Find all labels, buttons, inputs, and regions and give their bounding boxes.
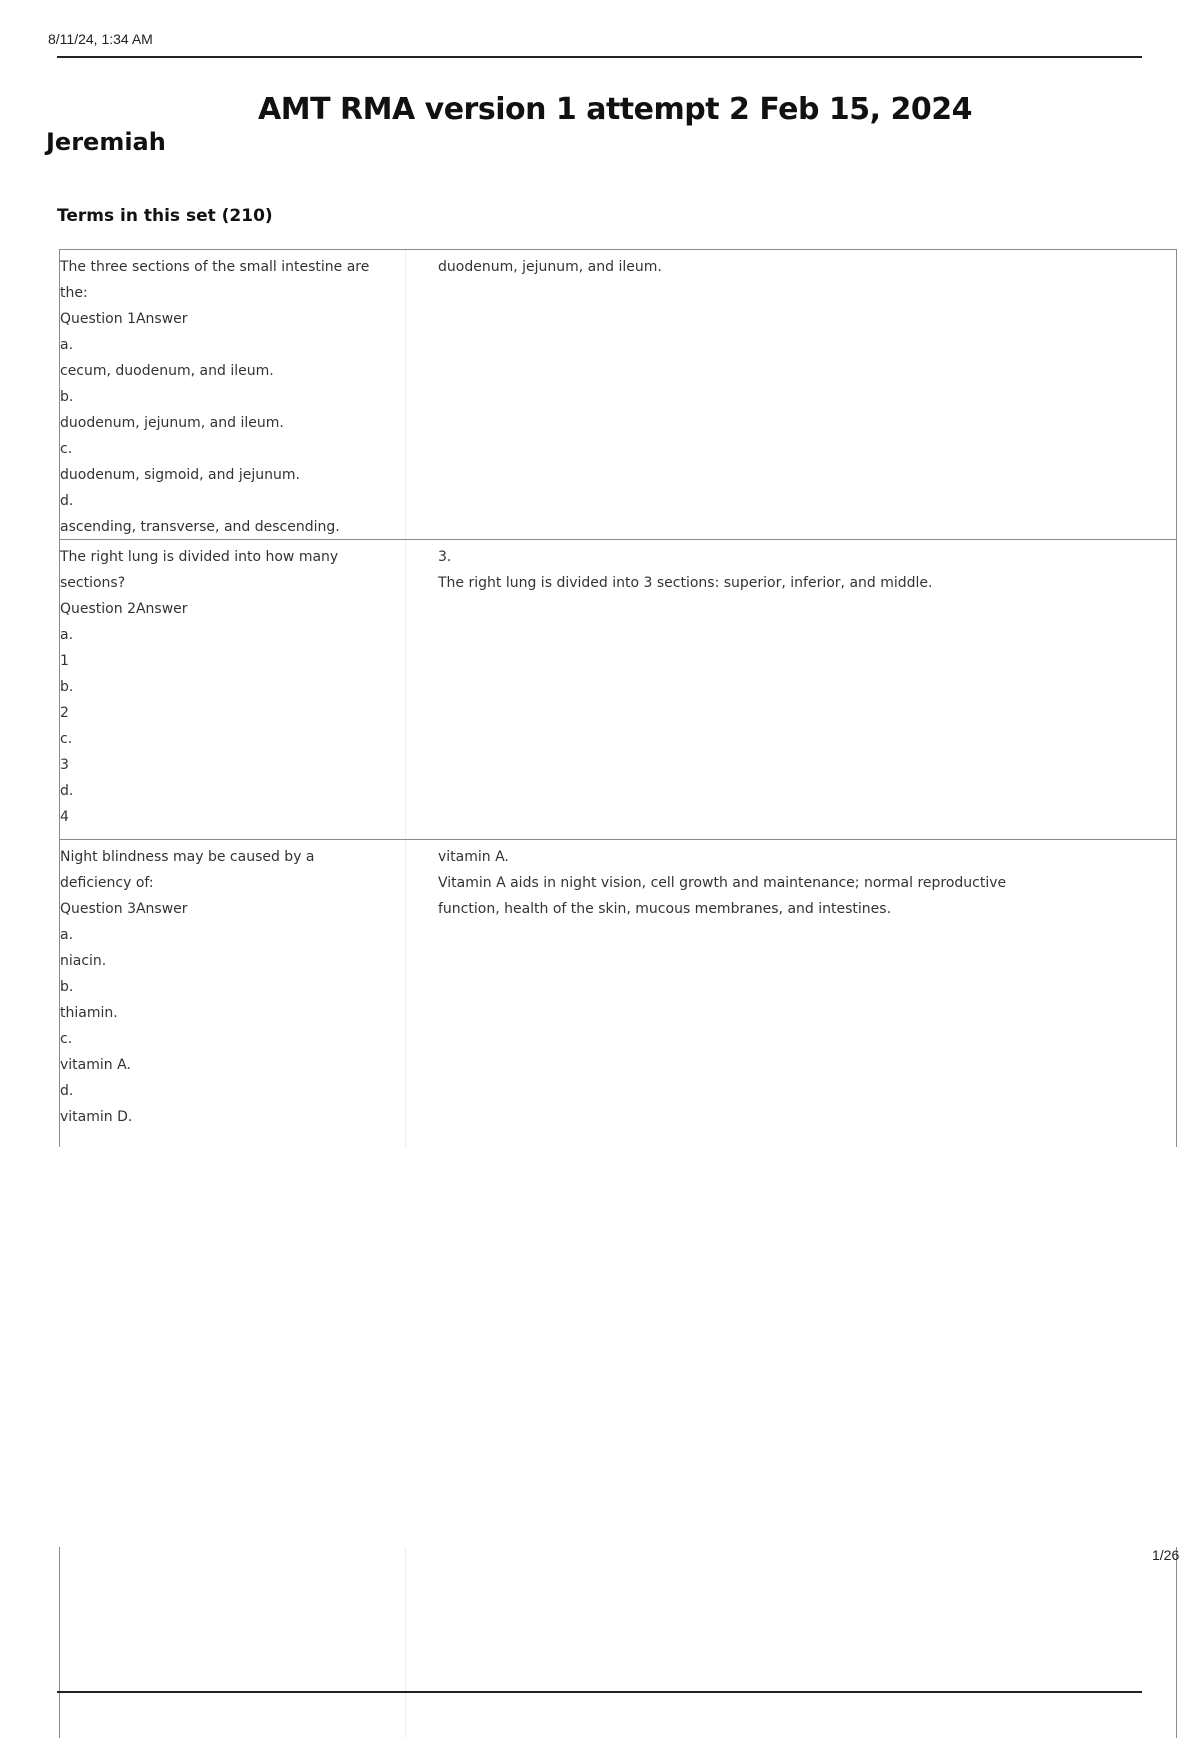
question-line: 4	[60, 809, 69, 825]
question-line: cecum, duodenum, and ileum.	[60, 363, 274, 379]
print-timestamp: 8/11/24, 1:34 AM	[48, 31, 153, 47]
card-row	[60, 250, 1176, 540]
question-line: ascending, transverse, and descending.	[60, 519, 340, 535]
question-line: 2	[60, 705, 69, 721]
question-line: sections?	[60, 575, 126, 591]
question-line: 1	[60, 653, 69, 669]
question-line: Question 1Answer	[60, 311, 188, 327]
question-line: The right lung is divided into how many	[60, 549, 339, 565]
question-line: a.	[60, 927, 74, 943]
question-cell	[60, 250, 406, 539]
question-line: Question 2Answer	[60, 601, 188, 617]
answer-line: 3.	[438, 549, 452, 565]
header-divider	[57, 56, 1142, 58]
question-cell	[60, 540, 406, 839]
question-line: 3	[60, 757, 69, 773]
question-line: Question 3Answer	[60, 901, 188, 917]
question-line: b.	[60, 979, 74, 995]
answer-cell	[406, 540, 1176, 839]
card-row	[60, 540, 1176, 840]
question-line: thiamin.	[60, 1005, 118, 1021]
question-line: c.	[60, 731, 73, 747]
page-number: 1/26	[1152, 1547, 1180, 1563]
question-line: d.	[60, 783, 74, 799]
footer-divider	[57, 1691, 1142, 1693]
answer-line: duodenum, jejunum, and ileum.	[438, 259, 662, 275]
question-line: Night blindness may be caused by a	[60, 849, 315, 865]
question-line: a.	[60, 627, 74, 643]
author-name: Jeremiah	[46, 128, 166, 156]
question-line: d.	[60, 1083, 74, 1099]
answer-line: Vitamin A aids in night vision, cell growth and maintenance; normal reproductive	[438, 875, 1007, 891]
question-line: a.	[60, 337, 74, 353]
terms-heading: Terms in this set (210)	[57, 206, 273, 226]
question-line: d.	[60, 493, 74, 509]
question-line: c.	[60, 441, 73, 457]
question-line: c.	[60, 1031, 73, 1047]
question-line: b.	[60, 389, 74, 405]
question-line: vitamin D.	[60, 1109, 133, 1125]
question-line: niacin.	[60, 953, 107, 969]
answer-line: vitamin A.	[438, 849, 509, 865]
question-line: the:	[60, 285, 88, 301]
question-line: b.	[60, 679, 74, 695]
page-blank-area	[0, 1147, 1200, 1547]
question-line: The three sections of the small intestine are	[60, 259, 370, 275]
question-line: deficiency of:	[60, 875, 154, 891]
answer-cell	[406, 250, 1176, 539]
answer-line: The right lung is divided into 3 sections: superior, inferior, and middle.	[438, 575, 933, 591]
question-line: vitamin A.	[60, 1057, 131, 1073]
question-line: duodenum, sigmoid, and jejunum.	[60, 467, 300, 483]
page-title: AMT RMA version 1 attempt 2 Feb 15, 2024	[258, 92, 972, 127]
question-line: duodenum, jejunum, and ileum.	[60, 415, 284, 431]
answer-line: function, health of the skin, mucous membranes, and intestines.	[438, 901, 892, 917]
